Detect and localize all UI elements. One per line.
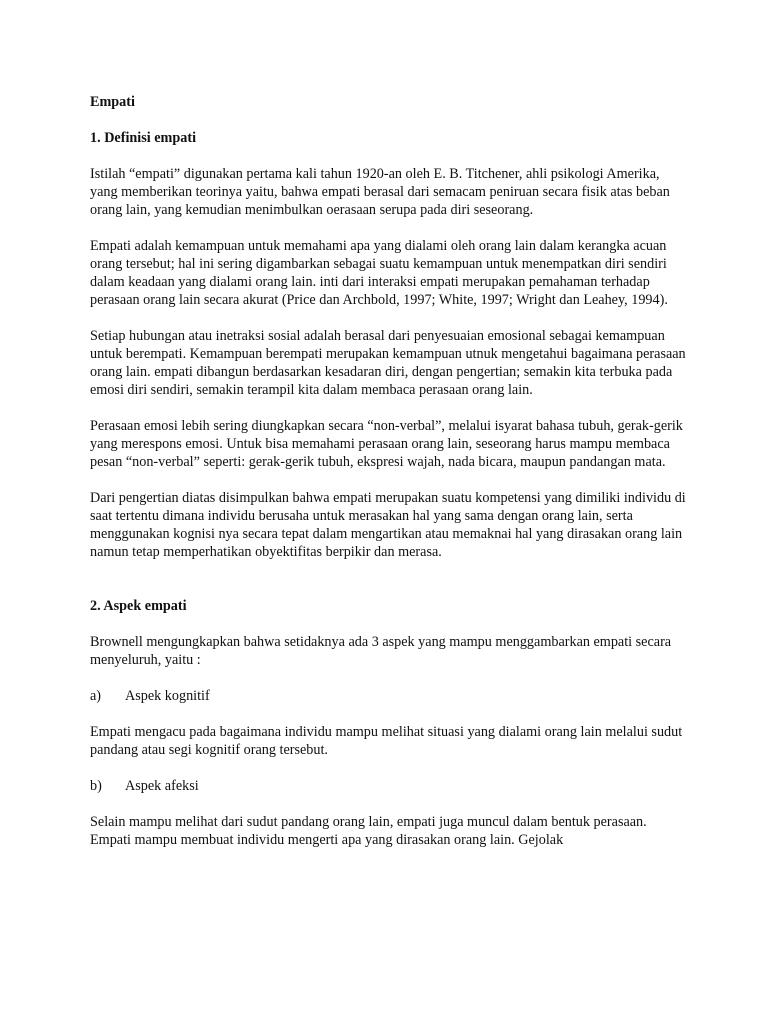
paragraph-social-interaction: Setiap hubungan atau inetraksi sosial adalah berasal dari penyesuaian emosional sebagai kemampuan untuk berempati. Kemampuan berempati merupakan kemampuan utnuk mengetahui bagaimana perasaan orang lain. empati dibangun berdasarkan kesadaran diri, dengan pengertian; semakin kita terbuka pada emosi diri sendiri, semakin terampil kita dalam membaca perasaan orang lain. <box>90 328 686 398</box>
list-item-label: Aspek afeksi <box>125 778 199 794</box>
section-1-heading: 1. Definisi empati <box>90 130 197 146</box>
list-marker: b) <box>90 778 102 794</box>
document-page <box>90 93 690 849</box>
paragraph-aspect-affective: Selain mampu melihat dari sudut pandang orang lain, empati juga muncul dalam bentuk perasaan. Empati mampu membuat individu mengerti apa yang dirasakan orang lain. Gejolak <box>90 814 647 848</box>
paragraph-aspect-cognitive: Empati mengacu pada bagaimana individu mampu melihat situasi yang dialami orang lain melalui sudut pandang atau segi kognitif orang tersebut. <box>90 724 683 758</box>
paragraph-conclusion: Dari pengertian diatas disimpulkan bahwa empati merupakan suatu kompetensi yang dimiliki individu di saat tertentu dimana individu berusaha untuk merasakan hal yang sama dengan orang lain, serta menggunakan kognisi nya secara tepat dalam mengartikan atau memaknai hal yang dirasakan orang lain namun tetap memperhatikan obyektifitas berpikir dan merasa. <box>90 490 686 560</box>
list-marker: a) <box>90 688 102 704</box>
list-item-aspect-affective <box>90 777 690 795</box>
paragraph-definition-origin: Istilah “empati” digunakan pertama kali tahun 1920-an oleh E. B. Titchener, ahli psikologi Amerika, yang memberikan teorinya yaitu, bahwa empati berasal dari semacam peniruan secara fisik atas beban orang lain, yang kemudian menimbulkan oerasaan serupa pada diri seseorang. <box>90 166 670 218</box>
list-item-aspect-cognitive <box>90 687 690 705</box>
section-2-heading: 2. Aspek empati <box>90 598 187 614</box>
paragraph-nonverbal: Perasaan emosi lebih sering diungkapkan secara “non-verbal”, melalui isyarat bahasa tubuh, gerak-gerik yang merespons emosi. Untuk bisa memahami perasaan orang lain, seseorang harus mampu membaca pesan “non-verbal” seperti: gerak-gerik tubuh, ekspresi wajah, nada bicara, maupun pandangan mata. <box>90 418 683 470</box>
paragraph-definition-empathy: Empati adalah kemampuan untuk memahami apa yang dialami oleh orang lain dalam kerangka acuan orang tersebut; hal ini sering digambarkan sebagai suatu kemampuan untuk menempatkan diri sendiri dalam keadaan yang dialami orang lain. inti dari interaksi empati merupakan pemahaman terhadap perasaan orang lain secara akurat (Price dan Archbold, 1997; White, 1997; Wright dan Leahey, 1994). <box>90 238 668 308</box>
paragraph-aspect-intro: Brownell mengungkapkan bahwa setidaknya ada 3 aspek yang mampu menggambarkan empati secara menyeluruh, yaitu : <box>90 634 672 668</box>
list-item-label: Aspek kognitif <box>125 688 210 704</box>
document-title: Empati <box>90 94 135 110</box>
